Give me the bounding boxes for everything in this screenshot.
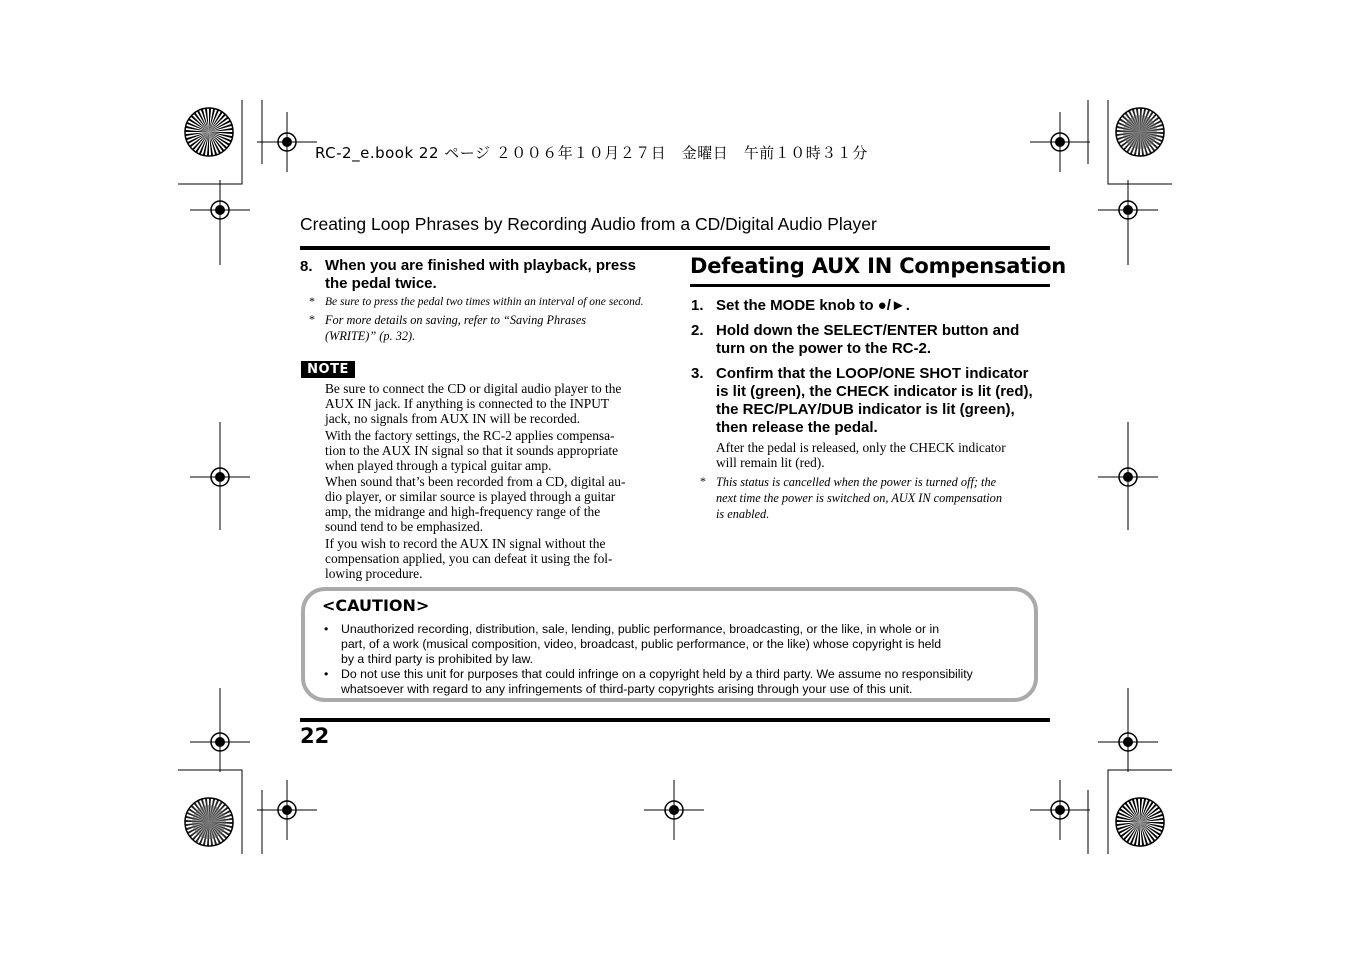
starburst-target	[1116, 108, 1164, 156]
footnote-line: (WRITE)” (p. 32).	[325, 329, 416, 343]
step-3-number: 3.	[691, 365, 704, 382]
caution-item	[341, 667, 1031, 697]
section-heading: Defeating AUX IN Compensation	[690, 254, 1067, 278]
note-line: AUX IN jack. If anything is connected to the INPUT	[325, 396, 610, 411]
note-line: when played through a typical guitar amp.	[325, 458, 552, 473]
note-paragraph	[325, 381, 665, 426]
note-line: sound tend to be emphasized.	[325, 519, 484, 534]
note-paragraph	[325, 474, 665, 534]
note-star: *	[309, 294, 315, 308]
note-line: Be sure to connect the CD or digital audio player to the	[325, 381, 622, 396]
caution-bullet: •	[324, 622, 329, 636]
caution-bullet: •	[324, 667, 329, 681]
heading-rule	[690, 284, 1050, 287]
step-line: Confirm that the LOOP/ONE SHOT indicator	[716, 365, 1029, 382]
starburst-target	[185, 108, 233, 156]
running-header: Creating Loop Phrases by Recording Audio from a CD/Digital Audio Player	[300, 214, 877, 234]
caution-title: <CAUTION>	[322, 596, 430, 615]
step-2-number: 2.	[691, 322, 704, 339]
footnote-line: For more details on saving, refer to “Saving Phrases	[325, 313, 587, 327]
caution-line: Do not use this unit for purposes that could infringe on a copyright held by a third party. We assume no responsibility	[341, 667, 973, 681]
step-8-line: When you are finished with playback, press	[325, 257, 636, 274]
note-line: compensation applied, you can defeat it using the fol-	[325, 551, 613, 566]
starburst-target	[185, 798, 233, 846]
page-number: 22	[300, 724, 330, 748]
note-line: If you wish to record the AUX IN signal without the	[325, 536, 606, 551]
step-line: the REC/PLAY/DUB indicator is lit (green),	[716, 401, 1015, 418]
note-line: dio player, or similar source is played through a guitar	[325, 489, 616, 504]
footnote-line: This status is cancelled when the power is turned off; the	[716, 475, 997, 489]
caution-item	[341, 622, 1031, 667]
note-line: tion to the AUX IN signal so that it sounds appropriate	[325, 443, 619, 458]
step-2-text	[716, 322, 1056, 358]
footnote-text: Be sure to press the pedal two times within an interval of one second.	[325, 296, 644, 308]
step-line: is lit (green), the CHECK indicator is lit (red),	[716, 383, 1033, 400]
footnote-star: *	[700, 474, 706, 488]
step-line: turn on the power to the RC-2.	[716, 340, 931, 357]
after-line: will remain lit (red).	[716, 455, 825, 470]
step-8-number: 8.	[300, 258, 313, 275]
note-line: amp, the midrange and high-frequency range of the	[325, 504, 601, 519]
caution-line: Unauthorized recording, distribution, sale, lending, public performance, broadcasting, or the like, in whole or in	[341, 622, 940, 636]
header-rule	[300, 246, 1050, 250]
caution-line: by a third party is prohibited by law.	[341, 652, 534, 666]
step-line: Set the MODE knob to ●/►.	[716, 297, 910, 314]
note-paragraph	[325, 428, 665, 473]
note-line: With the factory settings, the RC-2 applies compensa-	[325, 428, 615, 443]
step-8-text	[325, 257, 675, 293]
caution-line: part, of a work (musical composition, video, broadcast, public performance, or the like) whose copyright is held	[341, 637, 942, 651]
caution-line: whatsoever with regard to any infringements of third-party copyrights arising through your use of this unit.	[341, 682, 913, 696]
note-line: lowing procedure.	[325, 566, 423, 581]
note-badge: NOTE	[301, 361, 355, 378]
note-line: jack, no signals from AUX IN will be recorded.	[325, 411, 581, 426]
step-line: Hold down the SELECT/ENTER button and	[716, 322, 1020, 339]
step-3-text	[716, 365, 1056, 437]
footnote-line: next time the power is switched on, AUX IN compensation	[716, 491, 1002, 505]
step-1-number: 1.	[691, 297, 704, 314]
footer-rule	[300, 718, 1050, 722]
footnote-text	[325, 312, 665, 344]
step-1-text	[716, 297, 1056, 315]
note-line: When sound that’s been recorded from a CD, digital au-	[325, 474, 626, 489]
note-star: *	[309, 312, 315, 326]
after-line: After the pedal is released, only the CHECK indicator	[716, 440, 1006, 455]
step-line: then release the pedal.	[716, 419, 878, 436]
step-8-line: the pedal twice.	[325, 275, 437, 292]
note-paragraph	[325, 536, 665, 581]
footnote-text	[716, 474, 1056, 522]
print-info-line: RC-2_e.book 22 ページ ２００６年１０月２７日 金曜日 午前１０時３１分	[315, 144, 868, 162]
after-text	[716, 440, 1056, 470]
starburst-target	[1116, 798, 1164, 846]
footnote-line: is enabled.	[716, 507, 770, 521]
